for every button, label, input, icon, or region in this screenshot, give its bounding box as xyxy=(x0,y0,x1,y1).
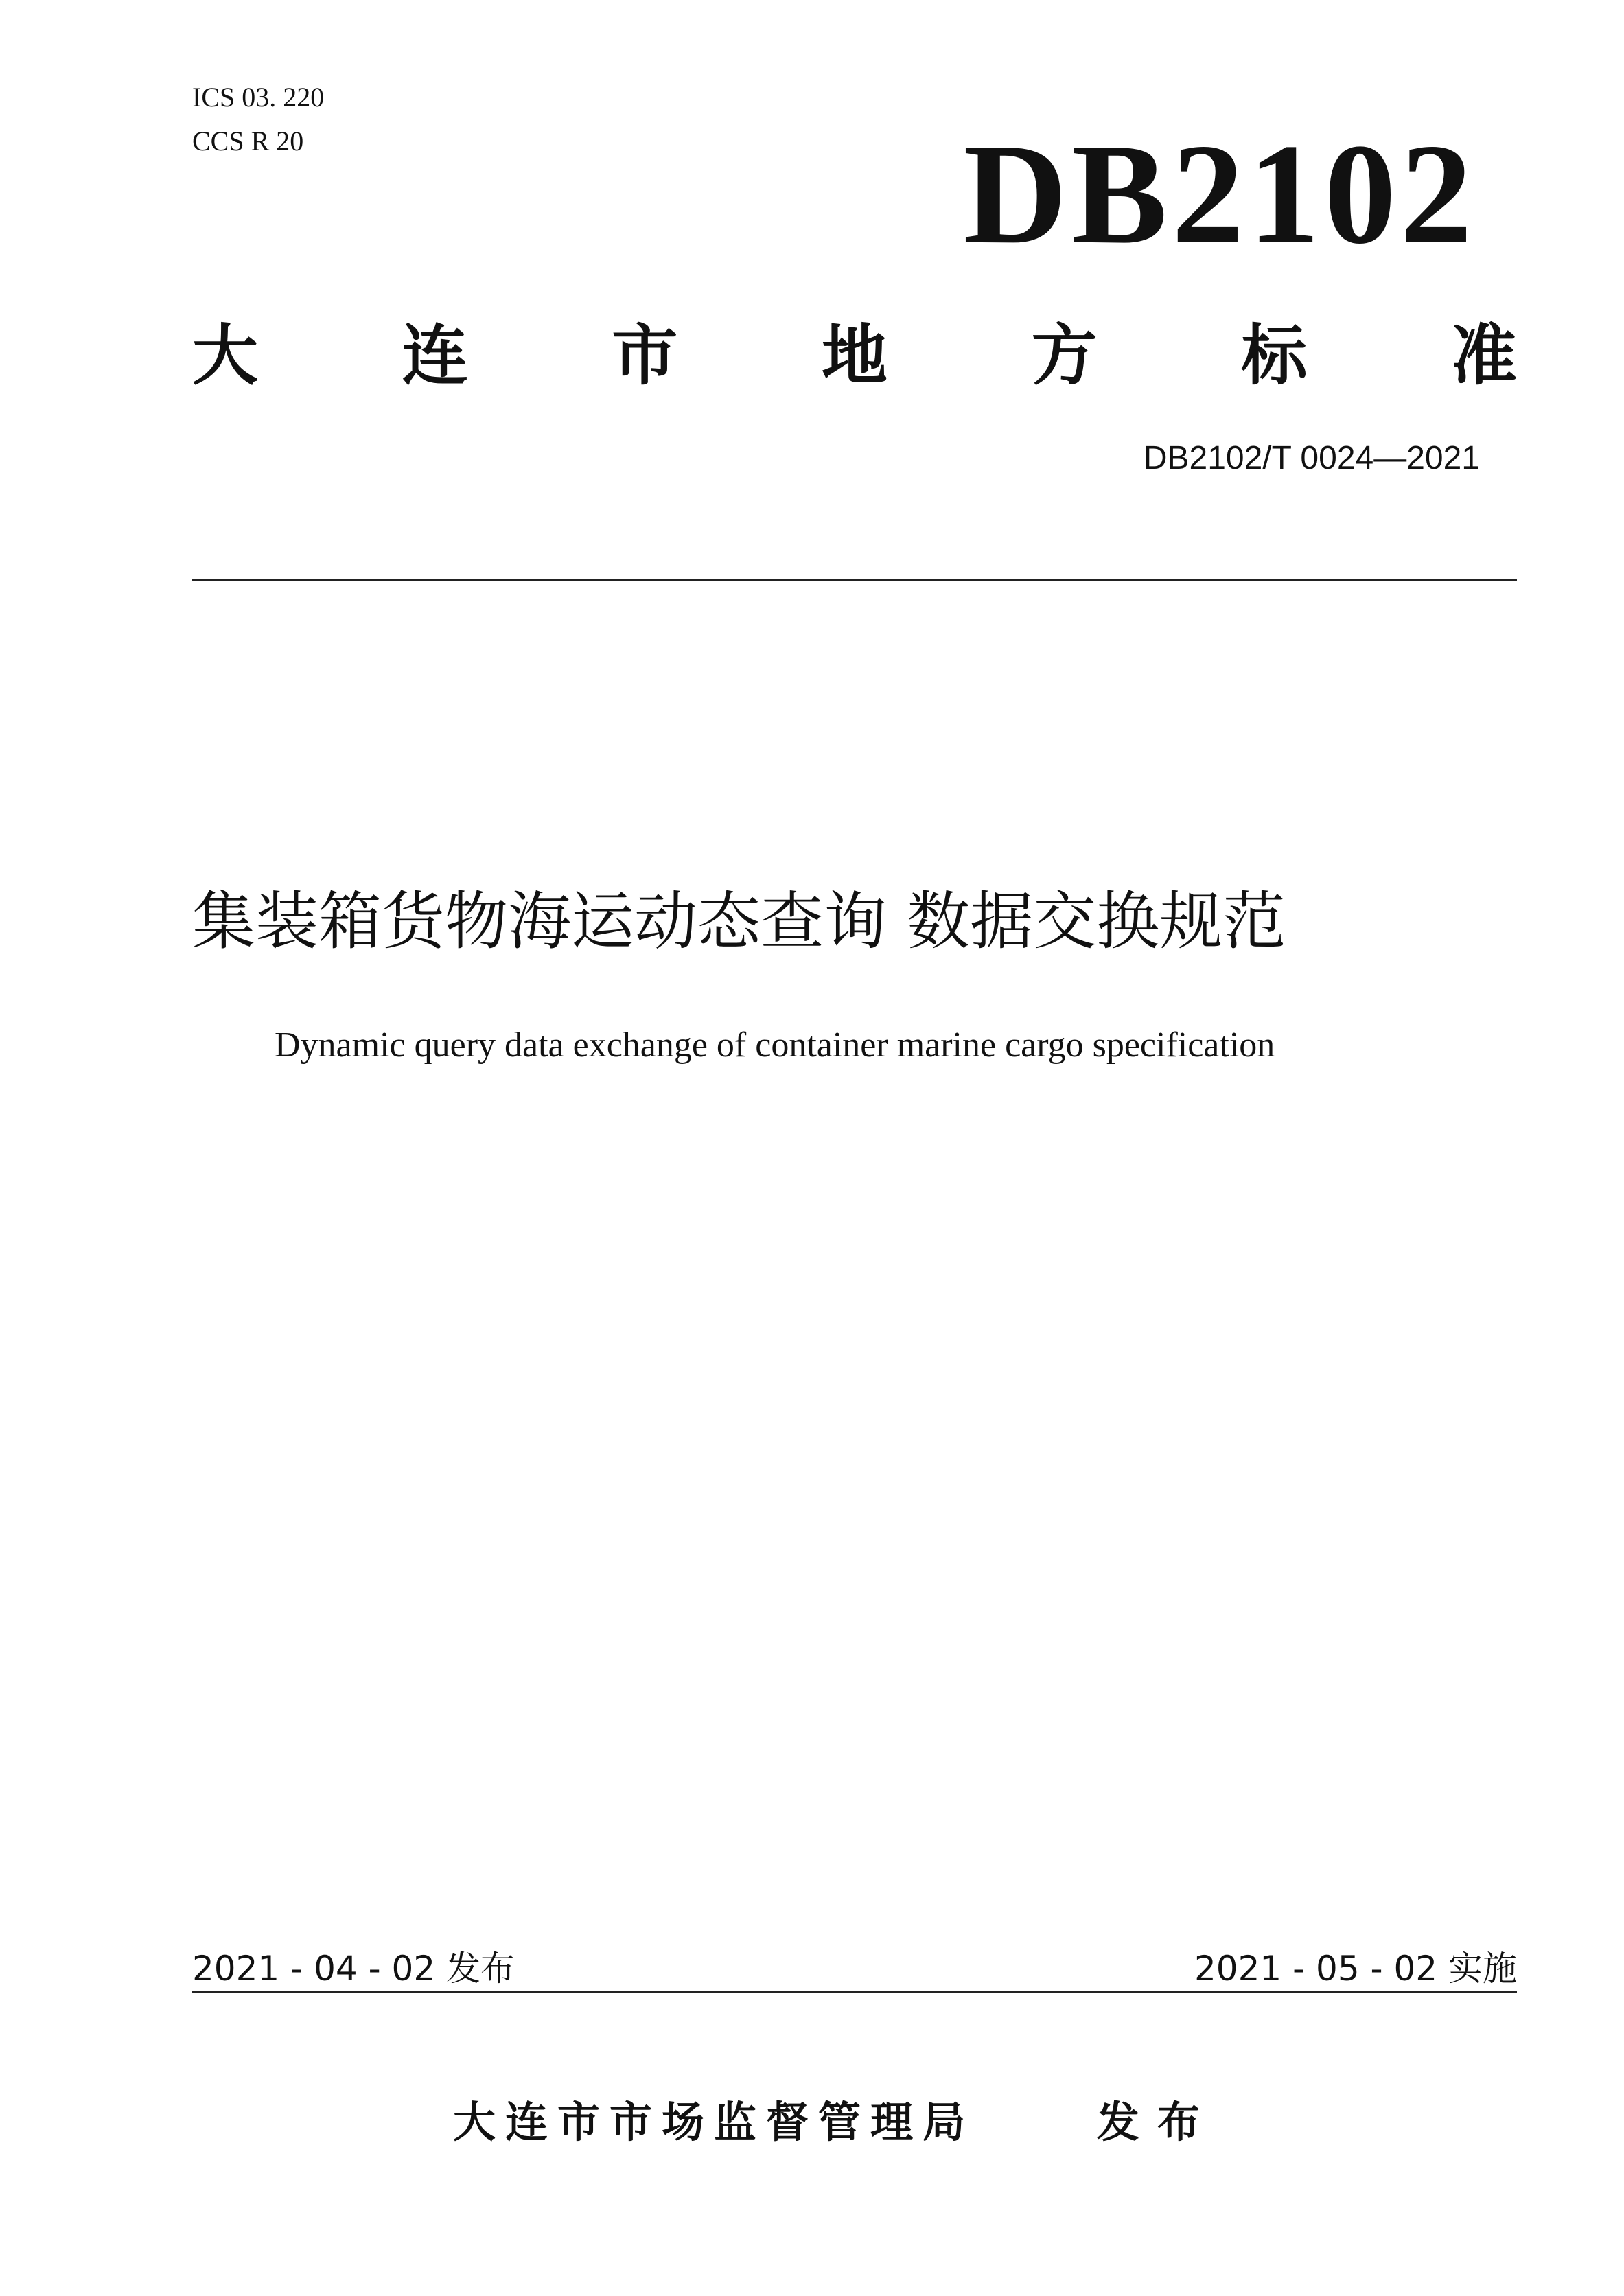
ccs-code: CCS R 20 xyxy=(192,126,304,156)
publish-label: 发布 xyxy=(1097,2097,1218,2147)
standard-prefix-code: DB2102 xyxy=(963,115,1476,274)
implementation-date: 2021 - 05 - 02 实施 xyxy=(1194,1949,1517,1988)
title-english: Dynamic query data exchange of container marine cargo specification xyxy=(275,1025,1275,1065)
standard-type-char: 大 xyxy=(192,317,258,394)
publisher-name: 大连市市场监督管理局 xyxy=(453,2097,975,2147)
standard-type-char: 市 xyxy=(612,317,678,394)
standard-type-char: 标 xyxy=(1241,317,1308,394)
standard-number: DB2102/T 0024—2021 xyxy=(1143,440,1480,476)
standard-type-char: 连 xyxy=(402,317,468,394)
standard-type-char: 地 xyxy=(821,317,888,394)
standard-type-char: 准 xyxy=(1450,317,1517,394)
standard-type-heading xyxy=(192,314,1517,397)
title-chinese: 集装箱货物海运动态查询 数据交换规范 xyxy=(192,885,1286,958)
issue-date: 2021 - 04 - 02 发布 xyxy=(192,1949,515,1988)
ics-code: ICS 03. 220 xyxy=(192,82,325,113)
bottom-divider xyxy=(192,1991,1517,1993)
top-divider xyxy=(192,579,1517,581)
standard-type-char: 方 xyxy=(1031,317,1098,394)
